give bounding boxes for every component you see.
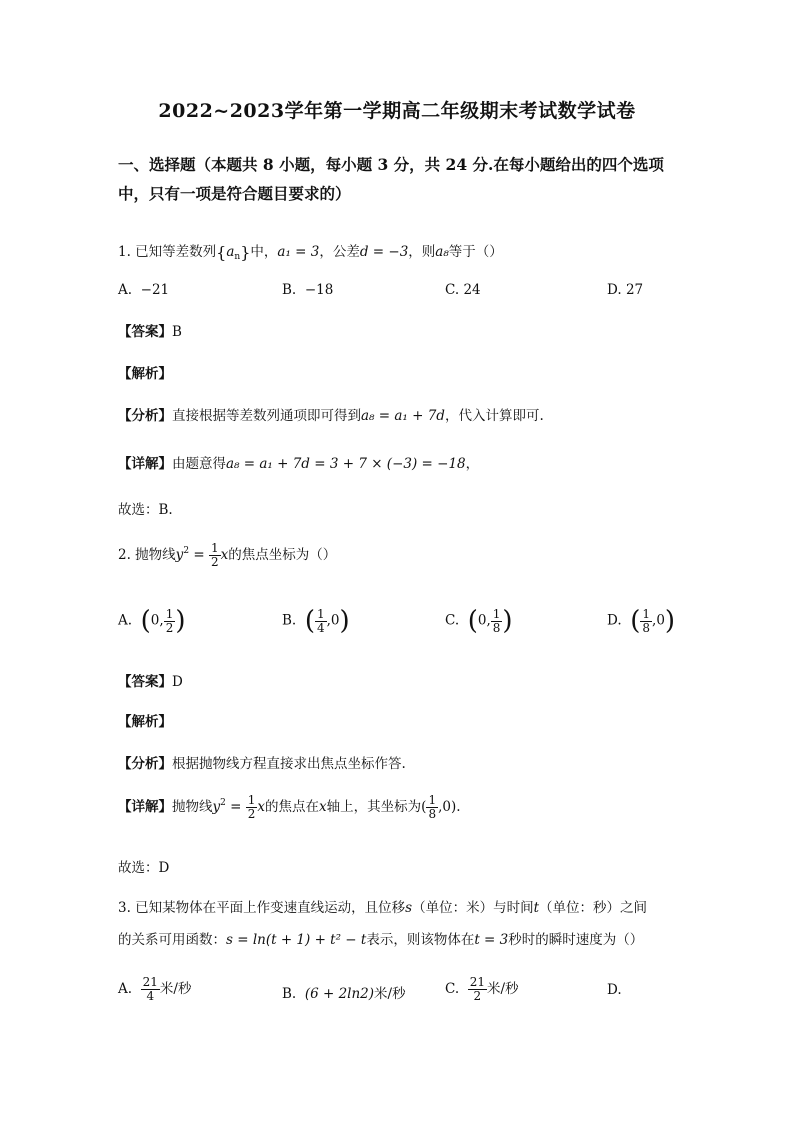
q2-fenxi: 【分析】根据抛物线方程直接求出焦点坐标作答. [118, 756, 406, 772]
q2-option-d[interactable]: D. ( $\frac{1}{8}$ ,0) [607, 606, 676, 636]
q1-analysis-tag: 【解析】 [118, 366, 172, 382]
q1-conclusion: 故选：B. [118, 502, 173, 518]
q1-detail: 【详解】由题意得a₈ = a₁ + 7d = 3 + 7 × (−3) = −18， [118, 456, 480, 472]
q2-analysis-tag: 【解析】 [118, 714, 172, 730]
q2-option-a[interactable]: A. (0, $\frac{1}{2}$ ) [118, 606, 186, 636]
q2-detail: 【详解】抛物线$y^2$ = $\frac{1}{2}$ x的焦点在x轴上，其坐标为( $\frac{1}{8}$ ,0). [118, 793, 461, 821]
q3-option-c[interactable]: C. $\frac{21}{2}$ 米/秒 [445, 975, 519, 1003]
q3-option-a[interactable]: A. $\frac{21}{4}$ 米/秒 [118, 975, 192, 1003]
q1-option-a[interactable]: A. −21 [118, 282, 170, 298]
q3-line1: 3. 已知某物体在平面上作变速直线运动，且位移s（单位：米）与时间t（单位：秒）之间 [118, 900, 648, 916]
q2-stem: 2. 抛物线$y^2$ = $\frac{1}{2}$ x的焦点坐标为（） [118, 541, 337, 569]
q2-option-b[interactable]: B. ( $\frac{1}{4}$ ,0) [282, 606, 350, 636]
section-heading: 一、选择题（本题共 8 小题，每小题 3 分，共 24 分.在每小题给出的四个选项中，只有一项是符合题目要求的） [118, 155, 664, 203]
q1-option-c[interactable]: C. 24 [445, 282, 481, 298]
q1-answer: 【答案】B [118, 324, 182, 340]
q3-option-b[interactable]: B. (6 + 2ln2)米/秒 [282, 986, 406, 1002]
page-title: 2022~2023学年第一学期高二年级期末考试数学试卷 [158, 100, 636, 122]
q2-answer: 【答案】D [118, 674, 183, 690]
q2-conclusion: 故选：D [118, 860, 170, 876]
q1-option-b[interactable]: B. −18 [282, 282, 334, 298]
q1-fenxi: 【分析】直接根据等差数列通项即可得到a₈ = a₁ + 7d，代入计算即可. [118, 408, 544, 424]
q1-stem: 1. 已知等差数列$\{a_n\}$中，a₁ = 3，公差d = −3，则a₈等于（） [118, 243, 503, 262]
q3-line2: 的关系可用函数：s = ln(t + 1) + t² − t表示，则该物体在t = 3秒时的瞬时速度为（） [118, 932, 644, 948]
q3-option-d[interactable]: D. [607, 982, 622, 998]
q2-option-c[interactable]: C. (0, $\frac{1}{8}$ ) [445, 606, 513, 636]
q1-option-d[interactable]: D. 27 [607, 282, 644, 298]
